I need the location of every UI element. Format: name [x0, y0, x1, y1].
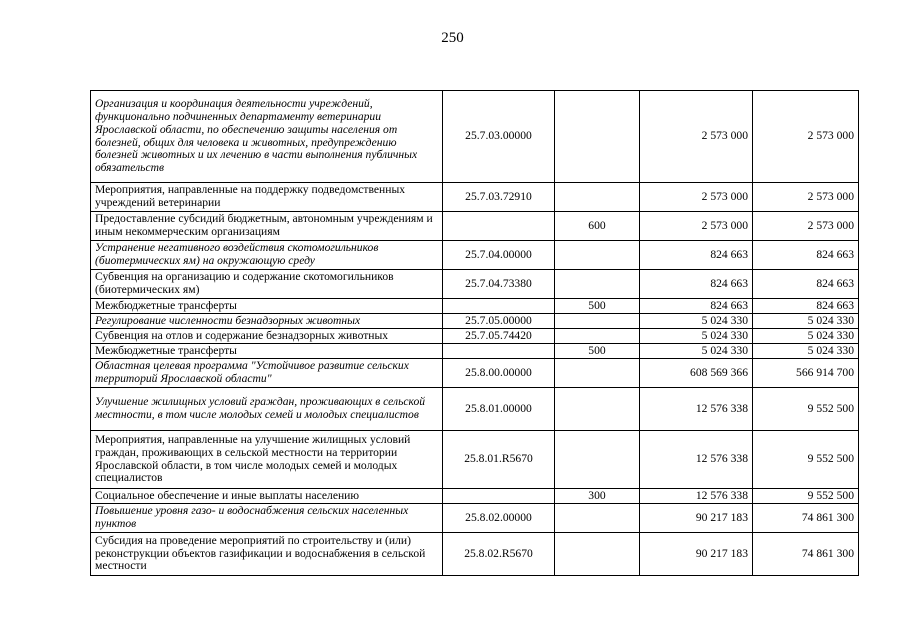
- table-row: [91, 183, 859, 212]
- table-row: [91, 431, 859, 489]
- row-name-cell: Субвенция на отлов и содержание безнадзорных животных: [91, 329, 443, 344]
- row-name-cell: Областная целевая программа "Устойчивое развитие сельских территорий Ярославской области": [91, 359, 443, 388]
- table-row: [91, 359, 859, 388]
- row-name-cell: Регулирование численности безнадзорных животных: [91, 314, 443, 329]
- row-name-cell: Межбюджетные трансферты: [91, 299, 443, 314]
- row-amount-year2-cell: 5 024 330: [753, 329, 859, 344]
- row-expense-type-cell: [555, 388, 640, 431]
- row-expense-type-cell: [555, 533, 640, 576]
- table-row: [91, 314, 859, 329]
- row-amount-year2-cell: 9 552 500: [753, 489, 859, 504]
- row-name-cell: Повышение уровня газо- и водоснабжения сельских населенных пунктов: [91, 504, 443, 533]
- row-amount-year1-cell: 12 576 338: [640, 489, 753, 504]
- row-amount-year1-cell: 824 663: [640, 241, 753, 270]
- row-amount-year2-cell: 9 552 500: [753, 388, 859, 431]
- row-name-cell: Организация и координация деятельности учреждений, функционально подчиненных департаменту ветеринарии Ярославской области, по обеспечению защиты населения от болезней, общих для человека и животных, предупреждению болезней животных и их лечению в части выполнения публичных обязательств: [91, 91, 443, 183]
- row-amount-year1-cell: 90 217 183: [640, 533, 753, 576]
- row-amount-year2-cell: 74 861 300: [753, 533, 859, 576]
- row-expense-type-cell: [555, 329, 640, 344]
- row-amount-year2-cell: 5 024 330: [753, 344, 859, 359]
- row-amount-year1-cell: 608 569 366: [640, 359, 753, 388]
- budget-table: [90, 90, 859, 576]
- row-name-cell: Предоставление субсидий бюджетным, автономным учреждениям и иным некоммерческим организациям: [91, 212, 443, 241]
- row-name-cell: Мероприятия, направленные на поддержку подведомственных учреждений ветеринарии: [91, 183, 443, 212]
- row-name-cell: Субвенция на организацию и содержание скотомогильников (биотермических ям): [91, 270, 443, 299]
- budget-table-body: [91, 91, 859, 576]
- row-expense-type-cell: [555, 183, 640, 212]
- row-amount-year2-cell: 5 024 330: [753, 314, 859, 329]
- table-row: [91, 241, 859, 270]
- row-code-cell: 25.7.04.73380: [443, 270, 555, 299]
- row-amount-year1-cell: 2 573 000: [640, 91, 753, 183]
- row-amount-year1-cell: 5 024 330: [640, 329, 753, 344]
- row-expense-type-cell: 300: [555, 489, 640, 504]
- table-row: [91, 212, 859, 241]
- row-amount-year1-cell: 12 576 338: [640, 388, 753, 431]
- row-amount-year1-cell: 5 024 330: [640, 314, 753, 329]
- row-code-cell: [443, 489, 555, 504]
- row-name-cell: Субсидия на проведение мероприятий по строительству и (или) реконструкции объектов газификации и водоснабжения в сельской местности: [91, 533, 443, 576]
- row-amount-year1-cell: 2 573 000: [640, 212, 753, 241]
- row-expense-type-cell: [555, 359, 640, 388]
- page-number: 250: [441, 30, 464, 46]
- row-name-cell: Мероприятия, направленные на улучшение жилищных условий граждан, проживающих в сельской местности на территории Ярославской области, в том числе молодых семей и молодых специалистов: [91, 431, 443, 489]
- row-expense-type-cell: [555, 241, 640, 270]
- row-code-cell: [443, 299, 555, 314]
- row-amount-year1-cell: 2 573 000: [640, 183, 753, 212]
- row-amount-year1-cell: 90 217 183: [640, 504, 753, 533]
- row-amount-year2-cell: 824 663: [753, 270, 859, 299]
- row-code-cell: 25.8.01.R5670: [443, 431, 555, 489]
- row-expense-type-cell: 500: [555, 299, 640, 314]
- row-amount-year2-cell: 824 663: [753, 241, 859, 270]
- row-expense-type-cell: 600: [555, 212, 640, 241]
- row-code-cell: 25.8.00.00000: [443, 359, 555, 388]
- row-code-cell: [443, 212, 555, 241]
- row-amount-year2-cell: 2 573 000: [753, 212, 859, 241]
- row-name-cell: Межбюджетные трансферты: [91, 344, 443, 359]
- row-amount-year1-cell: 5 024 330: [640, 344, 753, 359]
- row-amount-year2-cell: 74 861 300: [753, 504, 859, 533]
- row-code-cell: 25.8.02.00000: [443, 504, 555, 533]
- row-expense-type-cell: [555, 91, 640, 183]
- row-amount-year1-cell: 824 663: [640, 270, 753, 299]
- row-code-cell: [443, 344, 555, 359]
- row-amount-year2-cell: 824 663: [753, 299, 859, 314]
- row-amount-year2-cell: 566 914 700: [753, 359, 859, 388]
- row-code-cell: 25.7.04.00000: [443, 241, 555, 270]
- row-expense-type-cell: [555, 314, 640, 329]
- table-row: [91, 299, 859, 314]
- row-name-cell: Устранение негативного воздействия скотомогильников (биотермических ям) на окружающую среду: [91, 241, 443, 270]
- row-amount-year2-cell: 2 573 000: [753, 183, 859, 212]
- row-code-cell: 25.7.05.74420: [443, 329, 555, 344]
- row-code-cell: 25.7.03.00000: [443, 91, 555, 183]
- row-expense-type-cell: [555, 504, 640, 533]
- row-amount-year2-cell: 2 573 000: [753, 91, 859, 183]
- row-expense-type-cell: 500: [555, 344, 640, 359]
- row-amount-year2-cell: 9 552 500: [753, 431, 859, 489]
- row-code-cell: 25.8.01.00000: [443, 388, 555, 431]
- row-amount-year1-cell: 12 576 338: [640, 431, 753, 489]
- row-name-cell: Социальное обеспечение и иные выплаты населению: [91, 489, 443, 504]
- row-code-cell: 25.7.03.72910: [443, 183, 555, 212]
- row-name-cell: Улучшение жилищных условий граждан, проживающих в сельской местности, в том числе молодых семей и молодых специалистов: [91, 388, 443, 431]
- row-expense-type-cell: [555, 431, 640, 489]
- table-row: [91, 329, 859, 344]
- row-expense-type-cell: [555, 270, 640, 299]
- table-row: [91, 344, 859, 359]
- table-row: [91, 504, 859, 533]
- table-row: [91, 388, 859, 431]
- table-row: [91, 270, 859, 299]
- table-row: [91, 91, 859, 183]
- row-code-cell: 25.7.05.00000: [443, 314, 555, 329]
- table-row: [91, 533, 859, 576]
- row-code-cell: 25.8.02.R5670: [443, 533, 555, 576]
- row-amount-year1-cell: 824 663: [640, 299, 753, 314]
- table-row: [91, 489, 859, 504]
